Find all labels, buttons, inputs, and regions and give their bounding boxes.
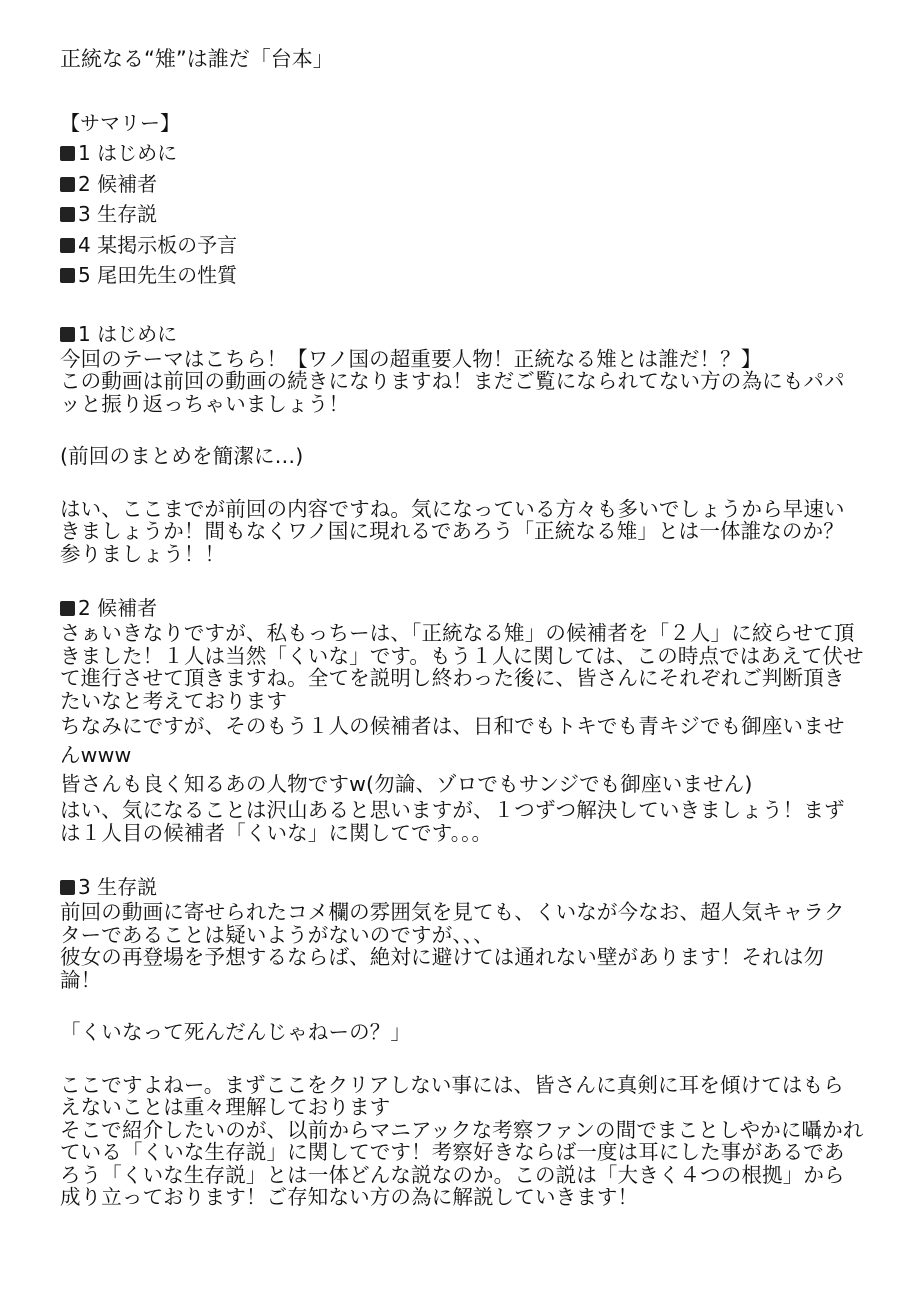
square-bullet-icon	[60, 207, 75, 222]
summary-list	[60, 138, 864, 291]
section-intro	[60, 321, 864, 566]
summary-item: 4 某掲示板の予言	[60, 230, 864, 261]
section-candidates	[60, 595, 864, 844]
square-bullet-icon	[60, 327, 75, 342]
summary-item: 2 候補者	[60, 169, 864, 200]
summary-heading: 【サマリー】	[60, 111, 180, 135]
square-bullet-icon	[60, 268, 75, 283]
summary-item: 1 はじめに	[60, 138, 864, 169]
section-heading: 1 はじめに	[60, 321, 864, 348]
square-bullet-icon	[60, 177, 75, 192]
paragraph: はい、気になることは沢山あると思いますが、１つずつ解決していきましょう！まずは１人目の候補者「くいな」に関してです。。。	[60, 798, 845, 845]
square-bullet-icon	[60, 880, 75, 895]
spacer	[60, 1044, 864, 1074]
spacer	[60, 991, 864, 1021]
spacer	[60, 415, 864, 445]
document-title: 正統なる“雉”は誰だ「台本」	[60, 47, 334, 71]
square-bullet-icon	[60, 601, 75, 616]
section-heading: 2 候補者	[60, 595, 864, 622]
section-heading: 3 生存説	[60, 874, 864, 901]
paragraph: 皆さんも良く知るあの人物ですw(勿論、ゾロでもサンジでも御座いません)	[60, 772, 753, 796]
paragraph: さぁいきなりですが、私もっちーは、「正統なる雉」の候補者を「２人」に絞らせて頂きました！１人は当然「くいな」です。もう１人に関しては、この時点ではあえて伏せて進行させて頂きますね。全てを説明し終わった後に、皆さんにそれぞれご判断頂きたいなと考えております	[60, 621, 864, 713]
square-bullet-icon	[60, 238, 75, 253]
paragraph: この動画は前回の動画の続きになりますね！まだご覧になられてない方の為にもパパッと振り返っちゃいましょう！	[60, 369, 845, 416]
paragraph: 今回のテーマはこちら！【ワノ国の超重要人物！正統なる雉とは誰だ！？】	[60, 346, 762, 371]
paragraph: はい、ここまでが前回の内容ですね。気になっている方々も多いでしょうから早速いきましょうか！間もなくワノ国に現れるであろう「正統なる雉」とは一体誰なのか？参りましょう！！	[60, 496, 845, 566]
quote-paragraph: 「くいなって死んだんじゃねーの？」	[60, 1020, 412, 1044]
paragraph: 彼女の再登場を予想するならば、絶対に避けては通れない壁があります！それは勿論！	[60, 945, 825, 992]
summary-item: 3 生存説	[60, 199, 864, 230]
paragraph: ちなみにですが、そのもう１人の候補者は、日和でもトキでも青キジでも御座いませんwww	[60, 714, 845, 767]
section-survival	[60, 874, 864, 1209]
summary-item: 5 尾田先生の性質	[60, 260, 864, 291]
spacer	[60, 468, 864, 498]
paragraph: (前回のまとめを簡潔に…)	[60, 444, 304, 468]
paragraph: 前回の動画に寄せられたコメ欄の雰囲気を見ても、くいなが今なお、超人気キャラクターであることは疑いようがないのですが、、、	[60, 900, 845, 947]
paragraph: そこで紹介したいのが、以前からマニアックな考察ファンの間でまことしやかに囁かれている「くいな生存説」に関してです！考察好きならば一度は耳にした事があるであろう「くいな生存説」とは一体どんな説なのか。この説は「大きく４つの根拠」から成り立っております！ご存知ない方の為に解説していきます！	[60, 1117, 864, 1209]
paragraph: ここですよねー。まずここをクリアしない事には、皆さんに真剣に耳を傾けてはもらえないことは重々理解しております	[60, 1072, 844, 1119]
square-bullet-icon	[60, 146, 75, 161]
